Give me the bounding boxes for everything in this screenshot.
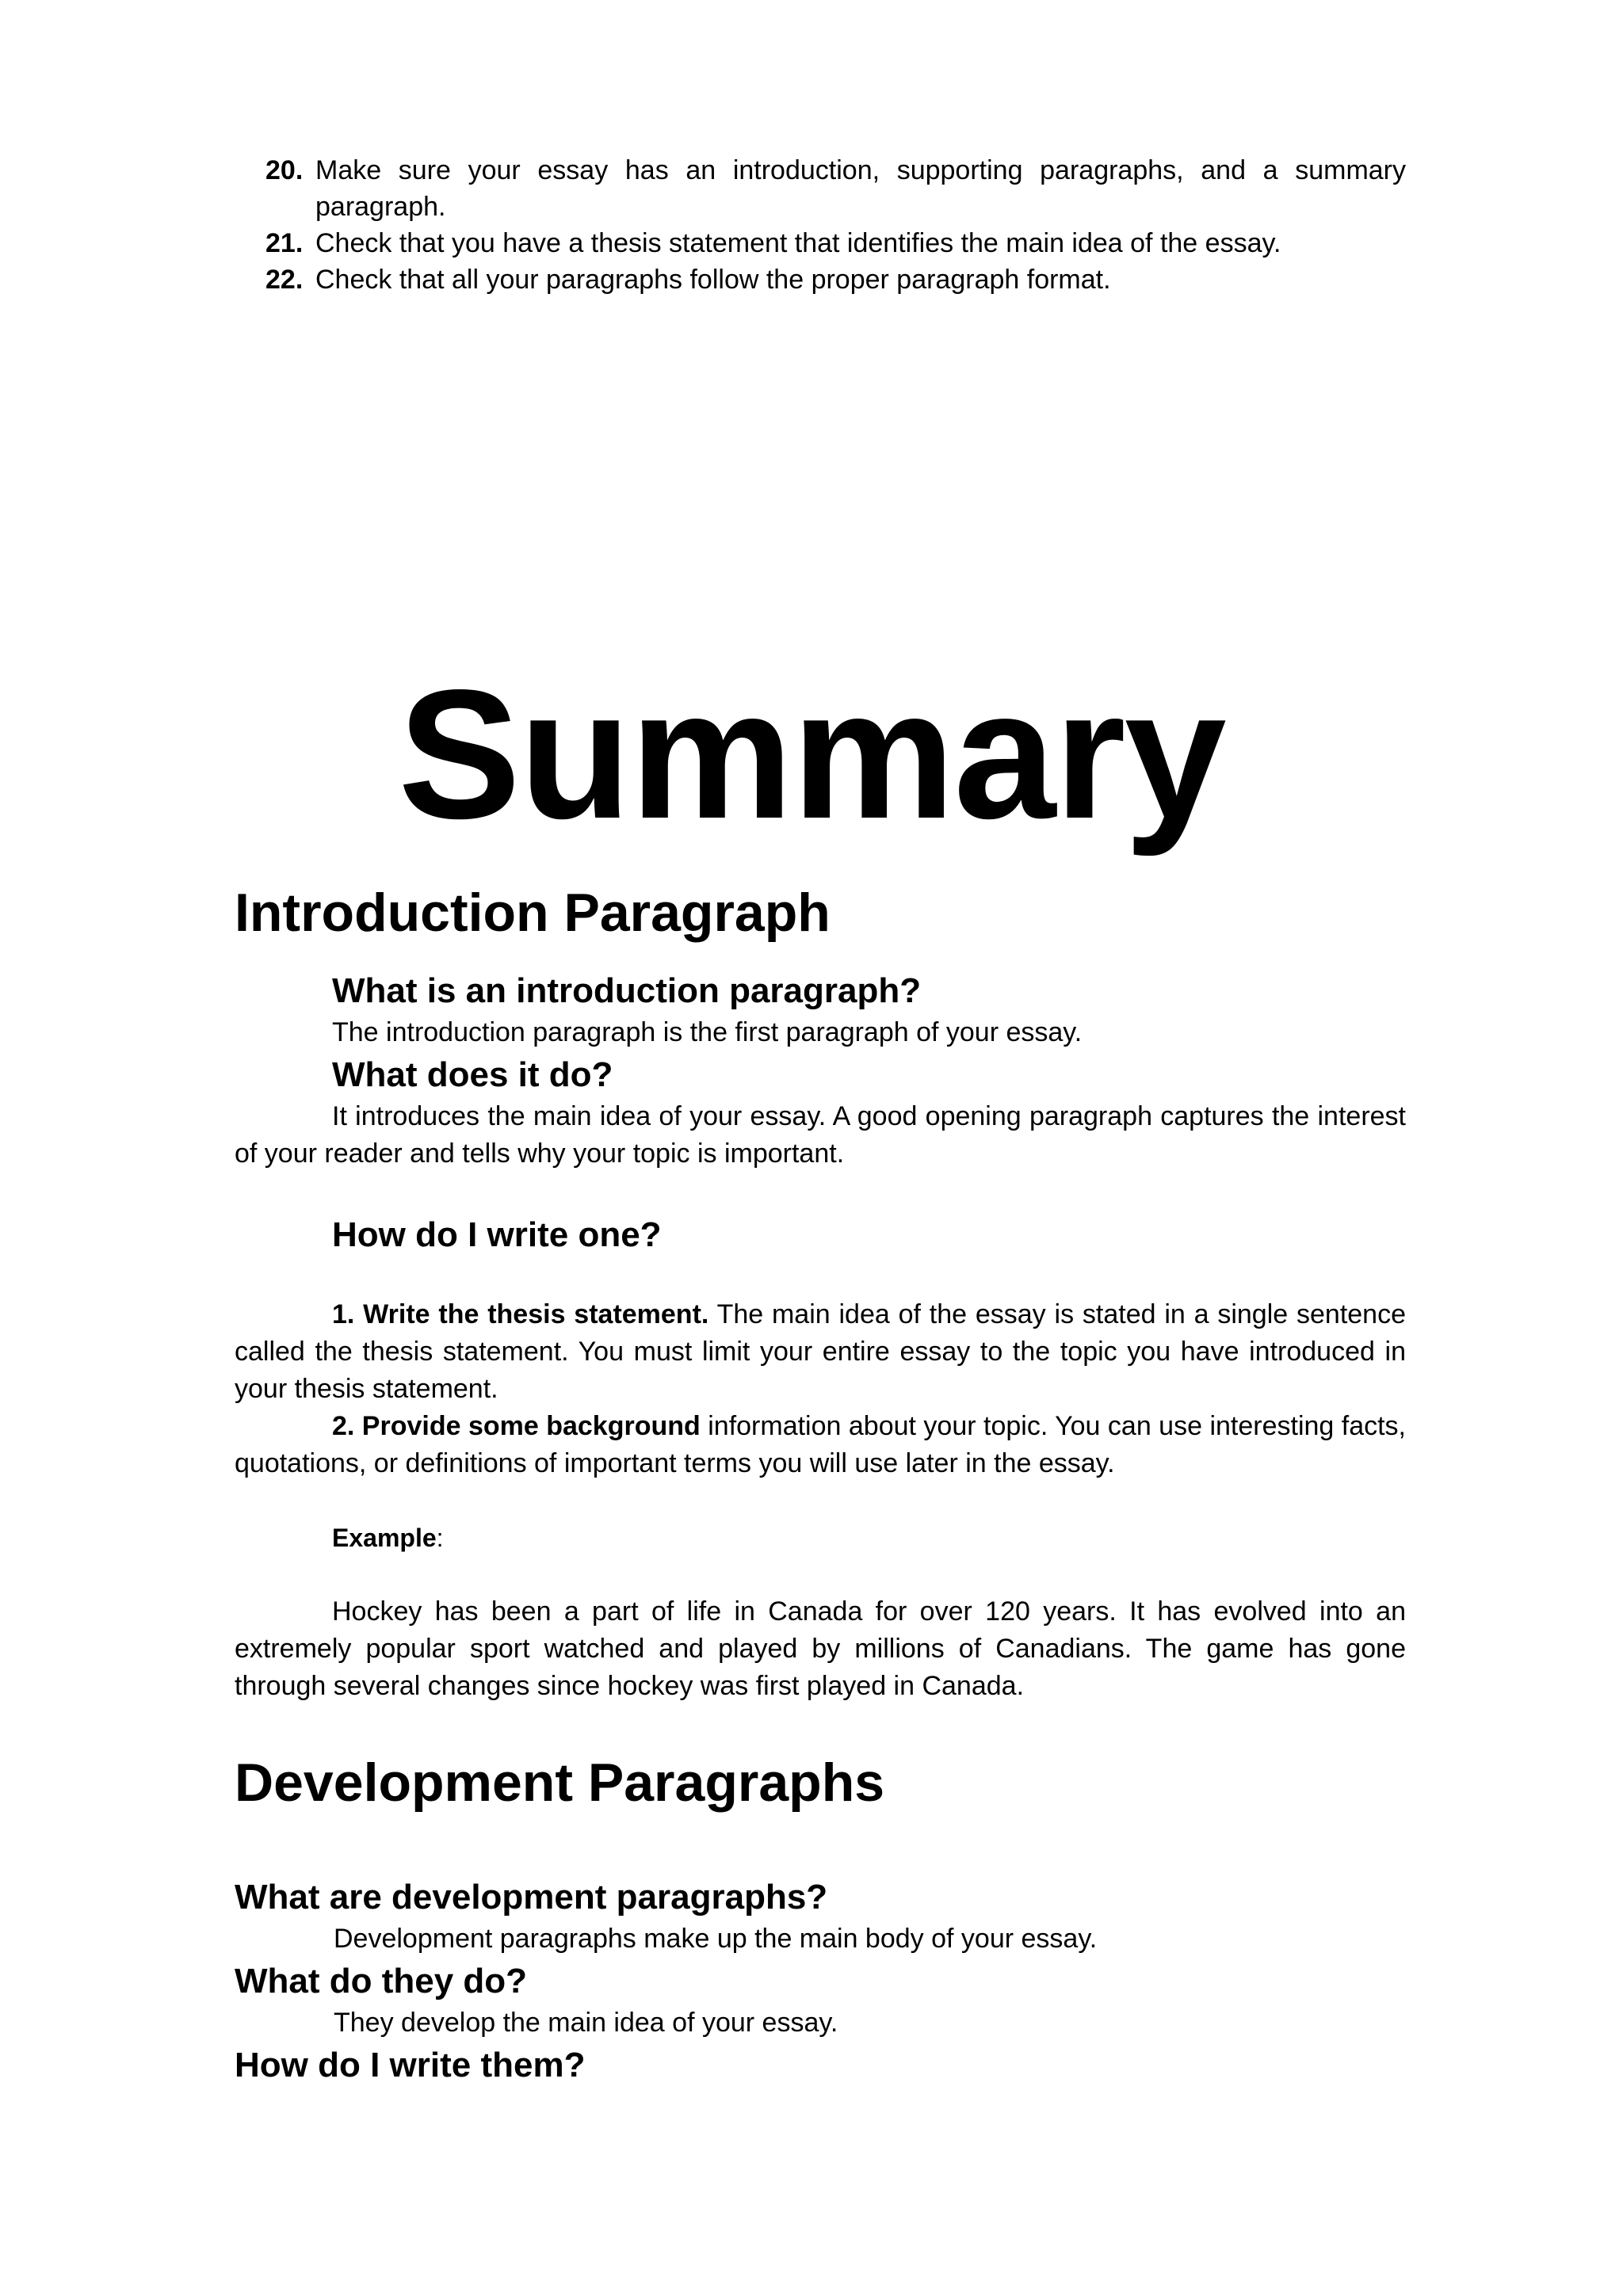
- intro-question-do: What does it do?: [332, 1055, 613, 1094]
- intro-answer-do: It introduces the main idea of your essay. A good opening paragraph captures the interest of your reader and tells why your topic is important.: [235, 1101, 1406, 1169]
- intro-question-what: What is an introduction paragraph?: [332, 971, 922, 1010]
- list-item-number: 20.: [265, 155, 304, 185]
- list-item: [235, 225, 1406, 261]
- development-heading: Development Paragraphs: [235, 1753, 885, 1813]
- list-item-number: 22.: [265, 265, 304, 295]
- intro-step-2-label: 2. Provide some background: [332, 1411, 701, 1441]
- example-paragraph: Hockey has been a part of life in Canada for over 120 years. It has evolved into an extremely popular sport watched and played by millions of Canadians. The game has gone through several changes since hockey was first played in Canada.: [235, 1596, 1406, 1701]
- summary-title: Summary: [398, 652, 1225, 857]
- intro-step-2-text: information about your topic. You can use interesting facts, quotations, or definitions of important terms you will use later in the essay.: [235, 1411, 1407, 1478]
- list-item-number: 21.: [265, 228, 304, 258]
- example-label-colon: :: [436, 1524, 444, 1552]
- development-answer-what: Development paragraphs make up the main body of your essay.: [334, 1924, 1098, 1954]
- intro-step-1: [235, 1296, 1406, 1408]
- development-question-how: How do I write them?: [235, 2046, 586, 2084]
- intro-heading: Introduction Paragraph: [235, 883, 831, 943]
- intro-step-2: [235, 1408, 1406, 1482]
- list-item-text: Check that all your paragraphs follow the proper paragraph format.: [315, 265, 1111, 295]
- list-item-text: Check that you have a thesis statement that identifies the main idea of the essay.: [315, 228, 1281, 258]
- development-question-what: What are development paragraphs?: [235, 1878, 828, 1917]
- checklist: [235, 152, 1406, 298]
- list-item-text: Make sure your essay has an introduction, supporting paragraphs, and a summary paragraph.: [315, 155, 1406, 222]
- development-answer-do: They develop the main idea of your essay.: [334, 2008, 838, 2038]
- list-item: [235, 152, 1406, 225]
- development-question-do: What do they do?: [235, 1962, 528, 2000]
- intro-question-how: How do I write one?: [332, 1215, 662, 1254]
- example-label-text: Example: [332, 1524, 437, 1552]
- intro-step-1-text: The main idea of the essay is stated in a single sentence called the thesis statement. You must limit your entire essay to the topic you have introduced in your thesis statement.: [235, 1299, 1406, 1404]
- example-label: [332, 1520, 444, 1556]
- intro-answer-what: The introduction paragraph is the first paragraph of your essay.: [332, 1017, 1083, 1047]
- list-item: [235, 261, 1406, 298]
- intro-step-1-label: 1. Write the thesis statement.: [332, 1299, 709, 1329]
